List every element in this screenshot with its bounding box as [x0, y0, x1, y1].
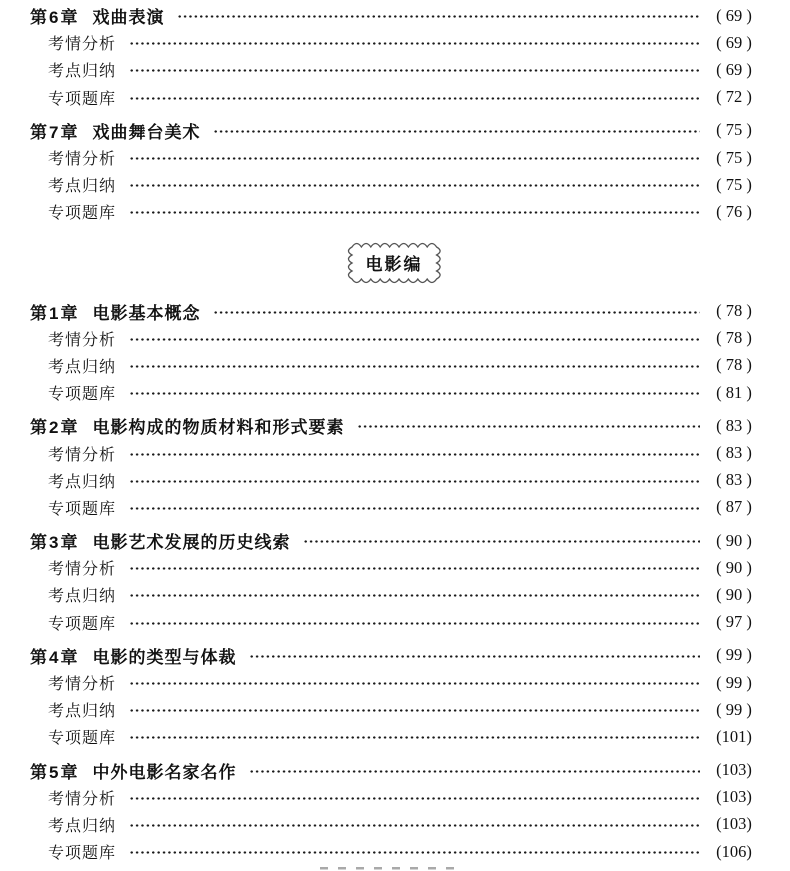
chapter-title: 电影构成的物质材料和形式要素 — [92, 418, 345, 438]
toc-item-row — [30, 379, 758, 406]
dot-leader — [249, 655, 700, 658]
dot-leader — [129, 392, 700, 395]
page-number: ( 81 ) — [716, 382, 752, 402]
next-section-divider-cutoff — [320, 867, 462, 871]
toc-item-row — [30, 838, 758, 865]
dot-leader — [129, 736, 700, 739]
toc-item-row — [30, 811, 758, 838]
toc-chapter-row — [30, 757, 758, 784]
dot-leader — [129, 797, 700, 800]
toc-chapter-row — [30, 298, 758, 325]
dot-leader — [129, 211, 700, 214]
section-divider — [30, 238, 758, 288]
dot-leader — [129, 42, 700, 45]
page-number: ( 83 ) — [716, 415, 752, 435]
item-title: 专项题库 — [48, 90, 117, 108]
item-title: 专项题库 — [48, 730, 117, 748]
dot-leader — [249, 770, 700, 773]
page-number: ( 75 ) — [716, 120, 752, 140]
page-number: ( 99 ) — [716, 672, 752, 692]
toc-chapter-row — [30, 412, 758, 439]
dot-leader — [129, 851, 700, 854]
item-title: 考点归纳 — [48, 358, 117, 376]
item-title: 专项题库 — [48, 500, 117, 518]
page-number: ( 87 ) — [716, 497, 752, 517]
page-number: ( 75 ) — [716, 174, 752, 194]
chapter-title: 电影的类型与体裁 — [92, 647, 237, 667]
toc-item-row — [30, 171, 758, 198]
toc-item-row — [30, 609, 758, 636]
item-title: 考情分析 — [48, 331, 117, 349]
chapter-number: 第6章 — [30, 8, 80, 28]
dot-leader — [129, 157, 700, 160]
section-divider-box — [342, 238, 446, 288]
chapter-number: 第5章 — [30, 762, 80, 782]
page-number: ( 78 ) — [716, 301, 752, 321]
dot-leader — [357, 425, 700, 428]
item-title: 考点归纳 — [48, 63, 117, 81]
item-title: 考情分析 — [48, 446, 117, 464]
dot-leader — [129, 824, 700, 827]
toc-chapter-row — [30, 527, 758, 554]
chapter-number: 第3章 — [30, 533, 80, 553]
page-number: ( 97 ) — [716, 612, 752, 632]
item-title: 考情分析 — [48, 676, 117, 694]
dot-leader — [129, 567, 700, 570]
dot-leader — [129, 507, 700, 510]
chapter-title: 电影基本概念 — [92, 303, 201, 323]
page-number: ( 75 ) — [716, 147, 752, 167]
page-number: ( 69 ) — [716, 59, 752, 79]
dot-leader — [129, 338, 700, 341]
chapter-title: 电影艺术发展的历史线索 — [92, 533, 291, 553]
page-number: ( 83 ) — [716, 470, 752, 490]
dot-leader — [129, 97, 700, 100]
page-number: (103) — [716, 787, 752, 807]
item-title: 专项题库 — [48, 845, 117, 863]
dot-leader — [213, 311, 700, 314]
dot-leader — [129, 184, 700, 187]
dot-leader — [303, 540, 700, 543]
toc-item-row — [30, 669, 758, 696]
page-number: ( 78 ) — [716, 328, 752, 348]
dot-leader — [129, 69, 700, 72]
item-title: 专项题库 — [48, 386, 117, 404]
item-title: 考点归纳 — [48, 817, 117, 835]
dot-leader — [129, 480, 700, 483]
toc-item-row — [30, 467, 758, 494]
dot-leader — [129, 622, 700, 625]
item-title: 专项题库 — [48, 615, 117, 633]
toc-item-row — [30, 56, 758, 83]
toc-item-row — [30, 696, 758, 723]
chapter-title: 戏曲舞台美术 — [92, 122, 201, 142]
toc-item-row — [30, 581, 758, 608]
chapter-title: 戏曲表演 — [92, 8, 165, 28]
toc-item-row — [30, 198, 758, 225]
dot-leader — [129, 682, 700, 685]
toc-item-row — [30, 494, 758, 521]
chapter-number: 第4章 — [30, 647, 80, 667]
item-title: 专项题库 — [48, 205, 117, 223]
section-divider-label: 电影编 — [365, 255, 423, 274]
toc-chapter-row — [30, 642, 758, 669]
item-title: 考点归纳 — [48, 473, 117, 491]
page-number: ( 69 ) — [716, 5, 752, 25]
toc-list — [30, 2, 758, 865]
page-number: ( 78 ) — [716, 355, 752, 375]
page-number: ( 90 ) — [716, 530, 752, 550]
chapter-title: 中外电影名家名作 — [92, 762, 237, 782]
chapter-number: 第1章 — [30, 303, 80, 323]
page-number: ( 99 ) — [716, 699, 752, 719]
toc-item-row — [30, 723, 758, 750]
toc-item-row — [30, 352, 758, 379]
toc-item-row — [30, 325, 758, 352]
page-number: ( 90 ) — [716, 557, 752, 577]
item-title: 考情分析 — [48, 151, 117, 169]
chapter-number: 第2章 — [30, 418, 80, 438]
toc-item-row — [30, 29, 758, 56]
item-title: 考点归纳 — [48, 703, 117, 721]
dot-leader — [129, 709, 700, 712]
toc-item-row — [30, 439, 758, 466]
dot-leader — [129, 594, 700, 597]
item-title: 考点归纳 — [48, 178, 117, 196]
toc-chapter-row — [30, 117, 758, 144]
chapter-number: 第7章 — [30, 122, 80, 142]
toc-item-row — [30, 784, 758, 811]
page-number: ( 83 ) — [716, 443, 752, 463]
dot-leader — [213, 130, 700, 133]
toc-item-row — [30, 144, 758, 171]
dot-leader — [177, 15, 700, 18]
page-number: ( 76 ) — [716, 201, 752, 221]
toc-chapter-row — [30, 2, 758, 29]
item-title: 考情分析 — [48, 36, 117, 54]
toc-item-row — [30, 554, 758, 581]
item-title: 考情分析 — [48, 561, 117, 579]
toc-item-row — [30, 84, 758, 111]
dot-leader — [129, 365, 700, 368]
item-title: 考情分析 — [48, 790, 117, 808]
page-number: ( 99 ) — [716, 645, 752, 665]
item-title: 考点归纳 — [48, 588, 117, 606]
dot-leader — [129, 453, 700, 456]
page-number: ( 72 ) — [716, 87, 752, 107]
page-number: (103) — [716, 760, 752, 780]
page-number: ( 69 ) — [716, 32, 752, 52]
page-number: (106) — [716, 841, 752, 861]
page-number: (103) — [716, 814, 752, 834]
page-number: ( 90 ) — [716, 584, 752, 604]
page-number: (101) — [716, 726, 752, 746]
